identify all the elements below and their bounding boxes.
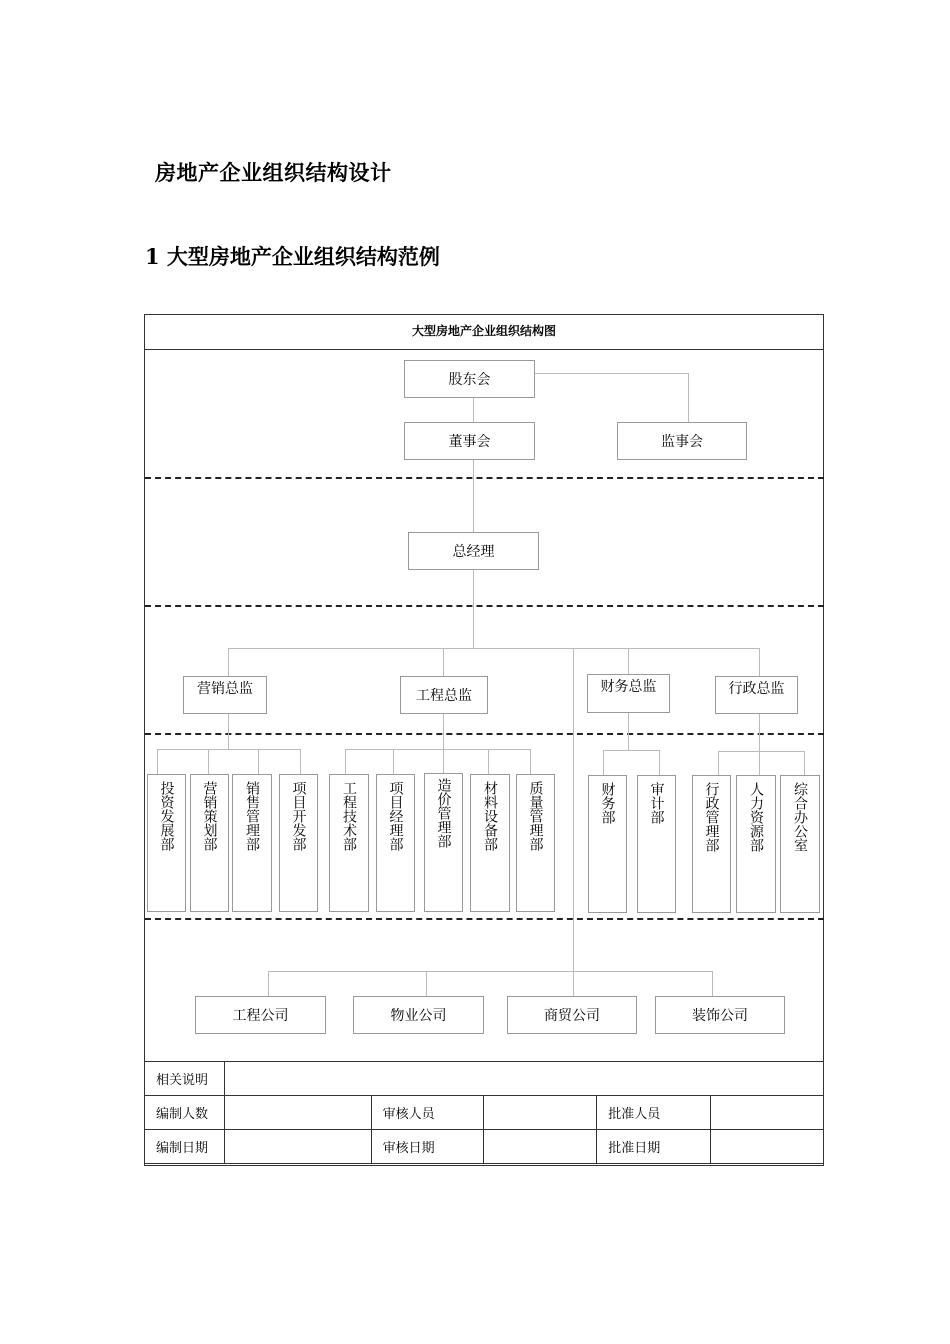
node-department: 人力资源部 xyxy=(736,775,776,913)
connector-line xyxy=(759,751,760,775)
node-department: 综合办公室 xyxy=(780,775,820,913)
node-department: 营销策划部 xyxy=(190,774,229,912)
reviewer-value xyxy=(484,1096,597,1130)
connector-line xyxy=(426,971,427,996)
connector-line xyxy=(712,971,713,996)
connector-line xyxy=(573,648,574,972)
reviewer-label: 审核人员 xyxy=(371,1096,484,1130)
connector-line xyxy=(718,751,719,775)
connector-line xyxy=(804,751,805,775)
editor-value xyxy=(224,1096,371,1130)
editor-label: 编制人数 xyxy=(145,1096,225,1130)
connector-line xyxy=(345,749,530,750)
review-date-value xyxy=(484,1130,597,1164)
approve-date-value xyxy=(711,1130,824,1164)
connector-line xyxy=(688,373,689,423)
review-date-label: 审核日期 xyxy=(371,1130,484,1164)
node-company: 工程公司 xyxy=(195,996,326,1034)
connector-line xyxy=(718,751,804,752)
connector-line xyxy=(228,648,229,676)
edit-date-label: 编制日期 xyxy=(145,1130,225,1164)
notes-value xyxy=(224,1062,823,1096)
connector-line xyxy=(659,750,660,775)
connector-line xyxy=(488,749,489,774)
connector-line xyxy=(268,971,269,996)
connector-line xyxy=(258,749,259,774)
node-company: 装饰公司 xyxy=(655,996,785,1034)
connector-line xyxy=(443,713,444,749)
connector-line xyxy=(345,749,346,774)
approve-date-label: 批准日期 xyxy=(597,1130,711,1164)
node-department: 投资发展部 xyxy=(147,774,186,912)
connector-line xyxy=(759,648,760,676)
node-marketing-director: 营销总监 xyxy=(183,676,267,714)
connector-line xyxy=(393,749,394,774)
connector-line xyxy=(443,648,444,676)
chart-title: 大型房地产企业组织结构图 xyxy=(144,314,824,350)
node-department: 材料设备部 xyxy=(470,774,510,912)
connector-line xyxy=(534,373,688,374)
node-department: 造价管理部 xyxy=(424,773,463,912)
section-title: 1 大型房地产企业组织结构范例 xyxy=(145,244,440,269)
level-divider xyxy=(145,733,824,735)
node-engineering-director: 工程总监 xyxy=(400,676,488,714)
connector-line xyxy=(628,712,629,750)
connector-line xyxy=(268,971,713,972)
node-department: 行政管理部 xyxy=(692,775,731,913)
connector-line xyxy=(473,397,474,423)
connector-line xyxy=(603,750,604,775)
connector-line xyxy=(530,749,531,774)
connector-line xyxy=(157,749,301,750)
node-general-manager: 总经理 xyxy=(408,532,539,570)
node-finance-director: 财务总监 xyxy=(587,674,670,713)
connector-line xyxy=(473,460,474,532)
approver-label: 批准人员 xyxy=(597,1096,711,1130)
node-shareholders: 股东会 xyxy=(404,360,535,398)
connector-line xyxy=(208,749,209,774)
node-supervisors: 监事会 xyxy=(617,422,747,460)
connector-line xyxy=(228,713,229,749)
connector-line xyxy=(759,713,760,751)
node-department: 项目开发部 xyxy=(279,774,318,912)
node-company: 商贸公司 xyxy=(507,996,637,1034)
edit-date-value xyxy=(224,1130,371,1164)
node-department: 销售管理部 xyxy=(232,774,272,912)
connector-line xyxy=(157,749,158,774)
connector-line xyxy=(300,749,301,774)
level-divider xyxy=(145,918,824,920)
document-title: 房地产企业组织结构设计 xyxy=(155,160,392,185)
node-company: 物业公司 xyxy=(353,996,484,1034)
info-table xyxy=(144,1061,824,1164)
node-admin-director: 行政总监 xyxy=(715,676,798,714)
node-department: 审计部 xyxy=(637,775,676,913)
connector-line xyxy=(573,971,574,996)
connector-line xyxy=(228,648,759,649)
connector-line xyxy=(443,749,444,774)
level-divider xyxy=(145,605,824,607)
node-department: 质量管理部 xyxy=(516,774,555,912)
approver-value xyxy=(711,1096,824,1130)
node-board: 董事会 xyxy=(404,422,535,460)
node-department: 工程技术部 xyxy=(329,774,369,912)
notes-label: 相关说明 xyxy=(145,1062,225,1096)
node-department: 项目经理部 xyxy=(376,774,415,912)
connector-line xyxy=(603,750,660,751)
connector-line xyxy=(473,569,474,648)
level-divider xyxy=(145,477,824,479)
node-department: 财务部 xyxy=(588,775,627,913)
connector-line xyxy=(628,648,629,674)
